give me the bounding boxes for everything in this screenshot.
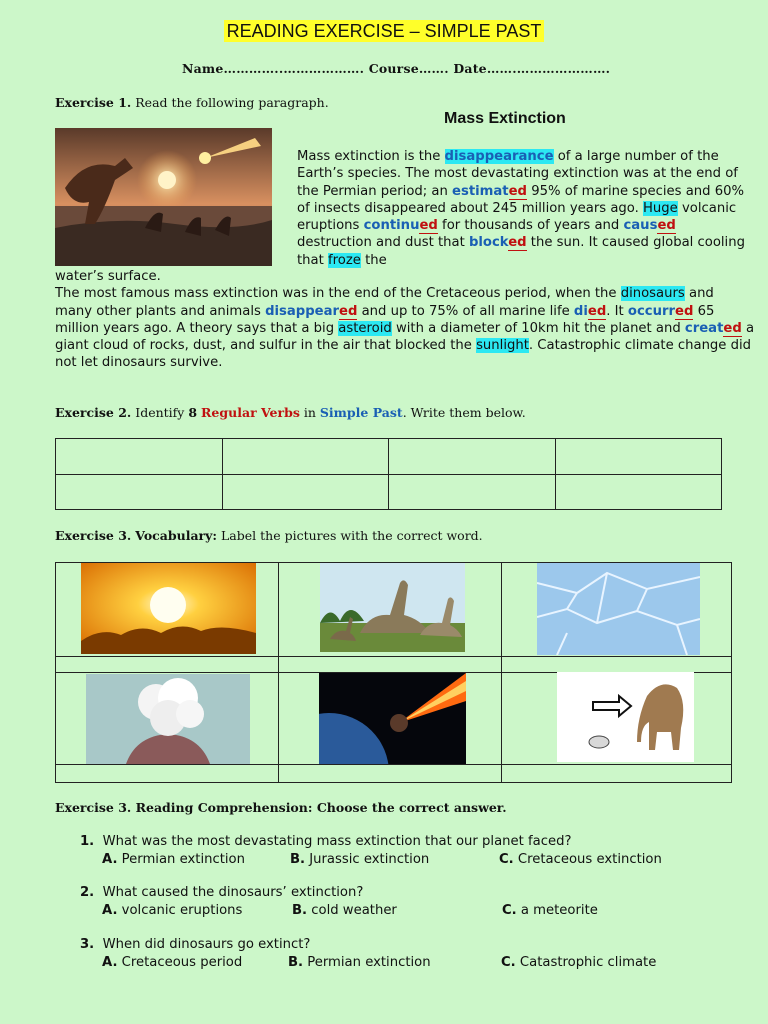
dinosaurs-image xyxy=(320,563,465,652)
table-row xyxy=(56,474,722,510)
question-1: 1. What was the most devastating mass extinction that our planet faced? xyxy=(80,834,572,849)
question-1-option-b[interactable]: B. Jurassic extinction xyxy=(290,852,430,867)
answer-cell[interactable] xyxy=(56,474,223,510)
answer-cell[interactable] xyxy=(222,439,389,475)
question-1-option-a[interactable]: A. Permian extinction xyxy=(102,852,245,867)
answer-cell[interactable] xyxy=(555,439,722,475)
label-cell[interactable] xyxy=(502,657,732,673)
grow-bigger-image xyxy=(557,672,694,762)
question-3-option-a[interactable]: A. Cretaceous period xyxy=(102,955,243,970)
article-title: Mass Extinction xyxy=(444,110,566,127)
exercise-3-comprehension-heading: Exercise 3. Reading Comprehension: Choose the correct answer. xyxy=(55,800,507,815)
paragraph-1: Mass extinction is the disappearance of a large number of the Earth’s species. The most devastating extinction was at the end of the Permian period; an estimated 95% of marine species and 60% of insects disappeared about 245 million years ago. Huge volcanic eruptions continued for thousands of years and caused destruction and dust that blocked the sun. It caused global cooling that froze the xyxy=(297,149,745,268)
label-cell[interactable] xyxy=(56,765,279,783)
asteroid-image xyxy=(319,673,466,764)
question-3-option-b[interactable]: B. Permian extinction xyxy=(288,955,431,970)
table-row xyxy=(56,439,722,475)
question-3-option-c[interactable]: C. Catastrophic climate xyxy=(501,955,657,970)
exercise-1-heading: Exercise 1. Read the following paragraph. xyxy=(55,95,329,110)
answer-cell[interactable] xyxy=(555,474,722,510)
answer-cell[interactable] xyxy=(56,439,223,475)
table-row xyxy=(56,657,732,673)
sunlight-image xyxy=(81,563,256,654)
question-1-option-c[interactable]: C. Cretaceous extinction xyxy=(499,852,662,867)
question-2-option-c[interactable]: C. a meteorite xyxy=(502,903,598,918)
name-course-date-line: Name…………..………………. Course……. Date…….…………………. xyxy=(182,61,611,76)
question-2-option-b[interactable]: B. cold weather xyxy=(292,903,397,918)
question-2: 2. What caused the dinosaurs’ extinction? xyxy=(80,885,364,900)
paragraph-2: water’s surface. The most famous mass extinction was in the end of the Cretaceous period, when the dinosaurs and many other plants and animals disappeared and up to 75% of all marine life died. It occurred 65 million years ago. A theory says that a big asteroid with a diameter of 10km hit the planet and created a giant cloud of rocks, dust, and sulfur in the air that blocked the sunlight. Catastrophic climate change did not let dinosaurs survive. xyxy=(55,269,755,371)
table-row xyxy=(56,765,732,783)
exercise-2-heading: Exercise 2. Identify 8 Regular Verbs in Simple Past. Write them below. xyxy=(55,405,526,420)
label-cell[interactable] xyxy=(56,657,279,673)
answer-cell[interactable] xyxy=(389,439,556,475)
head-in-cloud-image xyxy=(86,674,250,764)
answer-cell[interactable] xyxy=(222,474,389,510)
verbs-answer-table xyxy=(55,438,722,510)
label-cell[interactable] xyxy=(279,657,502,673)
frozen-water-image xyxy=(537,563,700,655)
label-cell[interactable] xyxy=(279,765,502,783)
exercise-3-vocabulary-heading: Exercise 3. Vocabulary: Label the pictures with the correct word. xyxy=(55,528,483,543)
dinosaur-extinction-image xyxy=(55,128,272,266)
question-3: 3. When did dinosaurs go extinct? xyxy=(80,937,311,952)
question-2-option-a[interactable]: A. volcanic eruptions xyxy=(102,903,243,918)
label-cell[interactable] xyxy=(502,765,732,783)
page-title: READING EXERCISE – SIMPLE PAST xyxy=(0,21,768,42)
answer-cell[interactable] xyxy=(389,474,556,510)
